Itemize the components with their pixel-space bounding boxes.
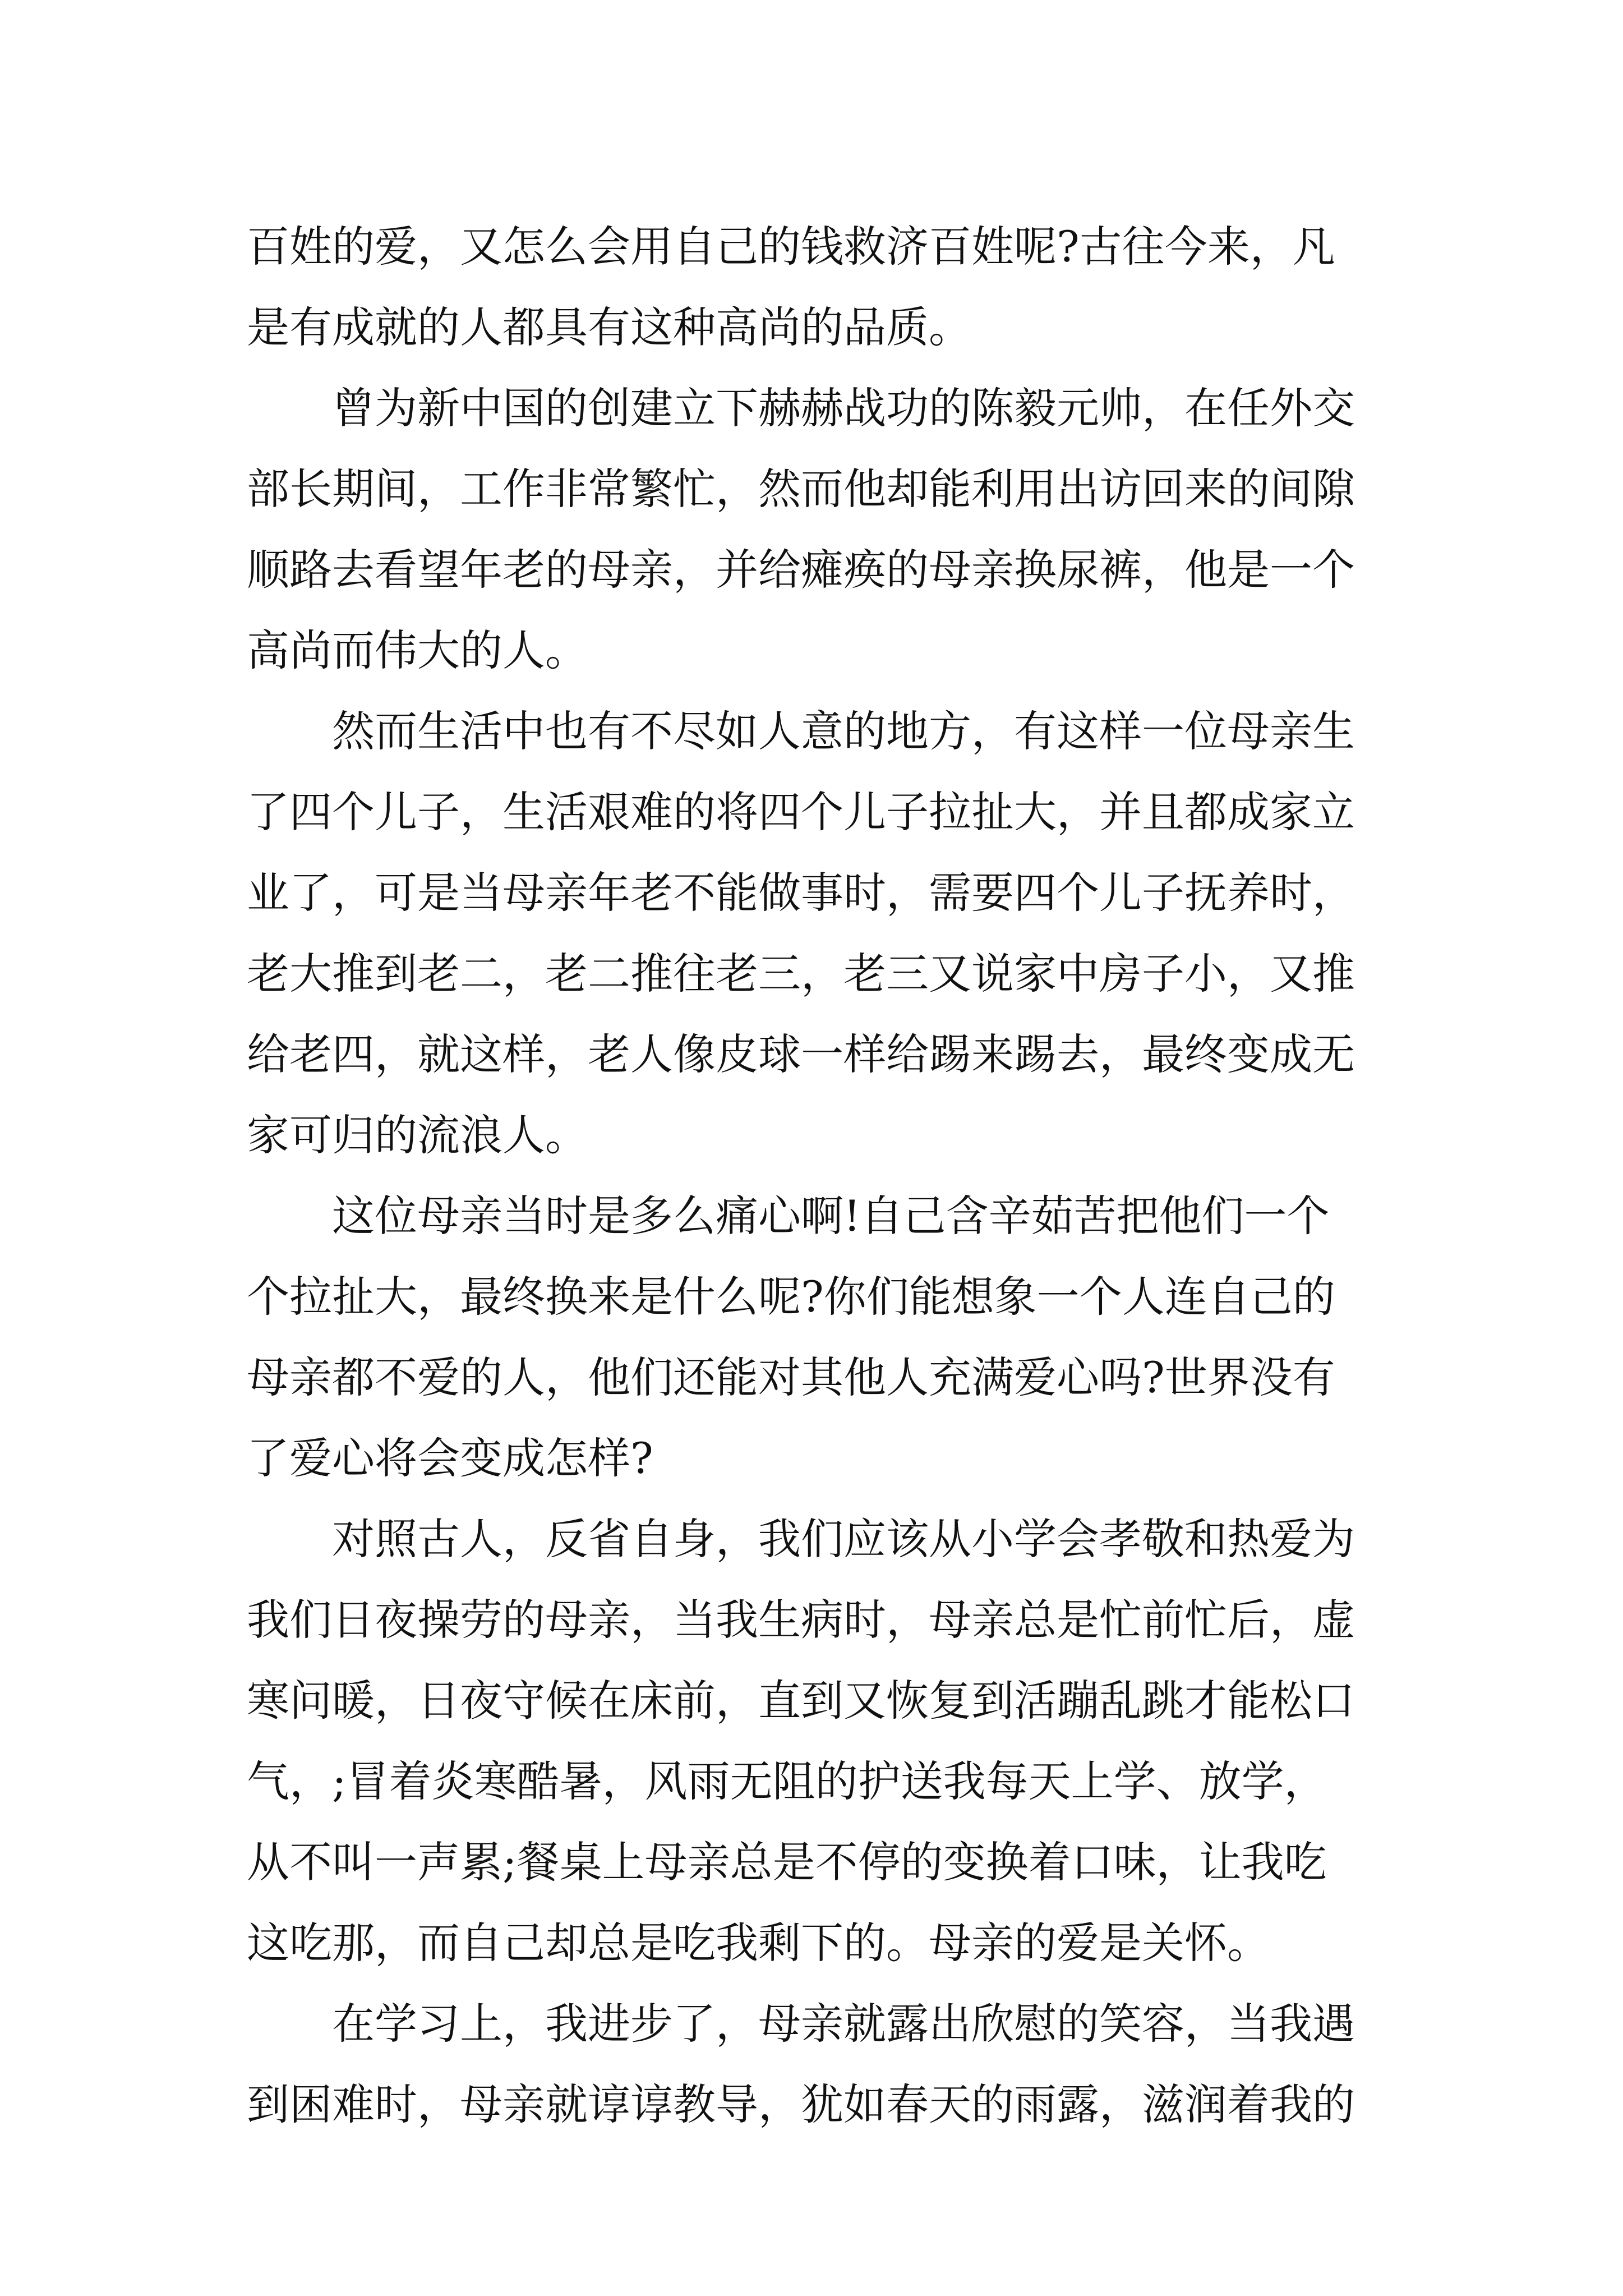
text-line: 到困难时，母亲就谆谆教导，犹如春天的雨露，滋润着我的 (247, 2079, 1355, 2129)
text-line: 我们日夜操劳的母亲，当我生病时，母亲总是忙前忙后，虚 (247, 1595, 1355, 1645)
body-text (247, 206, 1436, 2145)
text-line: 寒问暖，日夜守候在床前，直到又恢复到活蹦乱跳才能松口 (247, 1676, 1355, 1726)
text-line: 给老四，就这样，老人像皮球一样给踢来踢去，最终变成无 (247, 1029, 1355, 1079)
text-line: 家可归的流浪人。 (247, 1110, 588, 1160)
text-line: 这位母亲当时是多么痛心啊!自己含辛茹苦把他们一个 (332, 1191, 1330, 1241)
text-line: 在学习上，我进步了，母亲就露出欣慰的笑容，当我遇 (332, 1999, 1355, 2049)
paragraph-5 (247, 1499, 1436, 1984)
text-line: 然而生活中也有不尽如人意的地方，有这样一位母亲生 (332, 706, 1355, 756)
paragraph-6 (247, 1984, 1436, 2145)
text-line: 业了，可是当母亲年老不能做事时，需要四个儿子抚养时， (247, 868, 1355, 918)
text-line: 高尚而伟大的人。 (247, 625, 588, 675)
paragraph-4 (247, 1176, 1436, 1499)
paragraph-3 (247, 691, 1436, 1176)
text-line: 对照古人，反省自身，我们应该从小学会孝敬和热爱为 (332, 1514, 1355, 1564)
text-line: 气，;冒着炎寒酷暑，风雨无阻的护送我每天上学、放学， (247, 1756, 1327, 1806)
text-line: 百姓的爱，又怎么会用自己的钱救济百姓呢?古往今来，凡 (247, 222, 1335, 272)
text-line: 顺路去看望年老的母亲，并给瘫痪的母亲换尿裤，他是一个 (247, 545, 1355, 595)
text-line: 部长期间，工作非常繁忙，然而他却能利用出访回来的间隙 (247, 464, 1355, 514)
text-line: 老大推到老二，老二推往老三，老三又说家中房子小，又推 (247, 949, 1355, 999)
text-line: 曾为新中国的创建立下赫赫战功的陈毅元帅，在任外交 (332, 383, 1355, 433)
text-line: 个拉扯大，最终换来是什么呢?你们能想象一个人连自己的 (247, 1272, 1335, 1322)
paragraph-1 (247, 206, 1436, 368)
text-line: 是有成就的人都具有这种高尚的品质。 (247, 302, 971, 352)
text-line: 了四个儿子，生活艰难的将四个儿子拉扯大，并且都成家立 (247, 787, 1355, 837)
text-line: 母亲都不爱的人，他们还能对其他人充满爱心吗?世界没有 (247, 1352, 1335, 1402)
text-line: 从不叫一声累;餐桌上母亲总是不停的变换着口味，让我吃 (247, 1837, 1327, 1887)
text-line: 了爱心将会变成怎样? (247, 1433, 653, 1483)
text-line: 这吃那，而自己却总是吃我剩下的。母亲的爱是关怀。 (247, 1918, 1270, 1968)
paragraph-2 (247, 368, 1436, 691)
